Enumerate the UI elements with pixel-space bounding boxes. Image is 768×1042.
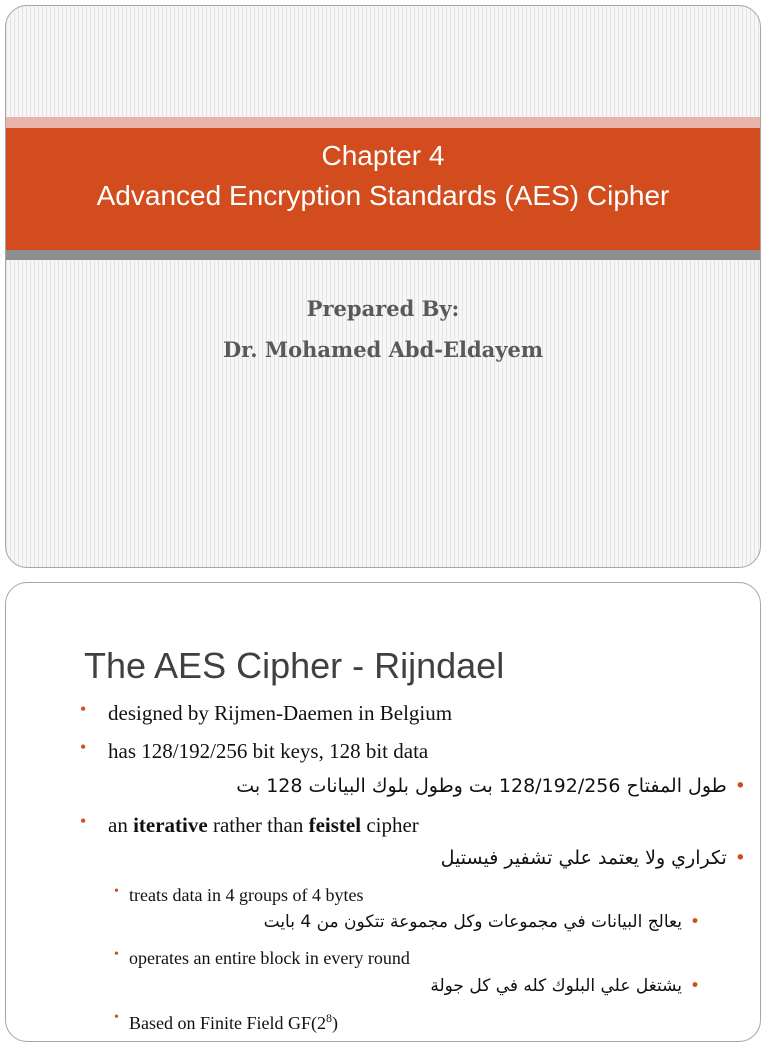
bullet-key-sizes [80, 737, 429, 764]
sub-bullet-finite-field [114, 1011, 338, 1034]
bullet-text: تكراري ولا يعتمد علي تشفير فيستيل [440, 847, 727, 869]
chapter-subtitle: Advanced Encryption Standards (AES) Cipher [96, 180, 670, 211]
bullet-icon: • [689, 976, 700, 996]
bullet-text: طول المفتاح 128/192/256 بت وطول بلوك البيانات 128 بت [236, 775, 727, 797]
bullet-iterative [80, 811, 419, 838]
bullet-text: يعالج البيانات في مجموعات وكل مجموعة تتكون من 4 بايت [263, 912, 682, 932]
bullet-text: treats data in 4 groups of 4 bytes [129, 885, 364, 905]
bullet-designed-by [80, 699, 453, 726]
bullet-iterative-arabic [441, 847, 746, 869]
sub-bullet-groups [114, 885, 363, 906]
bullet-icon: • [114, 947, 119, 962]
bullet-text: designed by Rijmen-Daemen in Belgium [108, 701, 453, 725]
bullet-text: an iterative rather than feistel cipher [108, 813, 419, 837]
prepared-by-label: Prepared By: [306, 296, 460, 321]
bullet-icon: • [114, 1010, 119, 1025]
bullet-icon: • [734, 775, 746, 797]
bullet-text: operates an entire block in every round [129, 948, 410, 968]
accent-band-bottom [6, 250, 760, 260]
sub-bullet-groups-arabic [264, 912, 700, 932]
author-name: Dr. Mohamed Abd-Eldayem [222, 337, 544, 362]
sub-bullet-round [114, 948, 410, 969]
bullet-icon: • [689, 912, 700, 932]
bullet-icon: • [80, 699, 87, 719]
bullet-text: يشتغل علي البلوك كله في كل جولة [430, 976, 682, 996]
bullet-icon: • [734, 847, 746, 869]
bullet-icon: • [114, 884, 119, 899]
title-banner [6, 128, 760, 250]
accent-band-top [6, 117, 760, 128]
chapter-title: Chapter 4 [321, 140, 445, 171]
bullet-key-sizes-arabic [236, 775, 746, 797]
content-slide [5, 582, 761, 1042]
bullet-text: Based on Finite Field $GF(2^8)$ [129, 1011, 338, 1033]
title-slide [5, 5, 761, 568]
slide-title: The AES Cipher - Rijndael [84, 645, 505, 686]
bullet-icon: • [80, 811, 87, 831]
sub-bullet-round-arabic [430, 976, 700, 996]
bullet-text: has 128/192/256 bit keys, 128 bit data [108, 739, 429, 763]
bullet-icon: • [80, 737, 87, 757]
